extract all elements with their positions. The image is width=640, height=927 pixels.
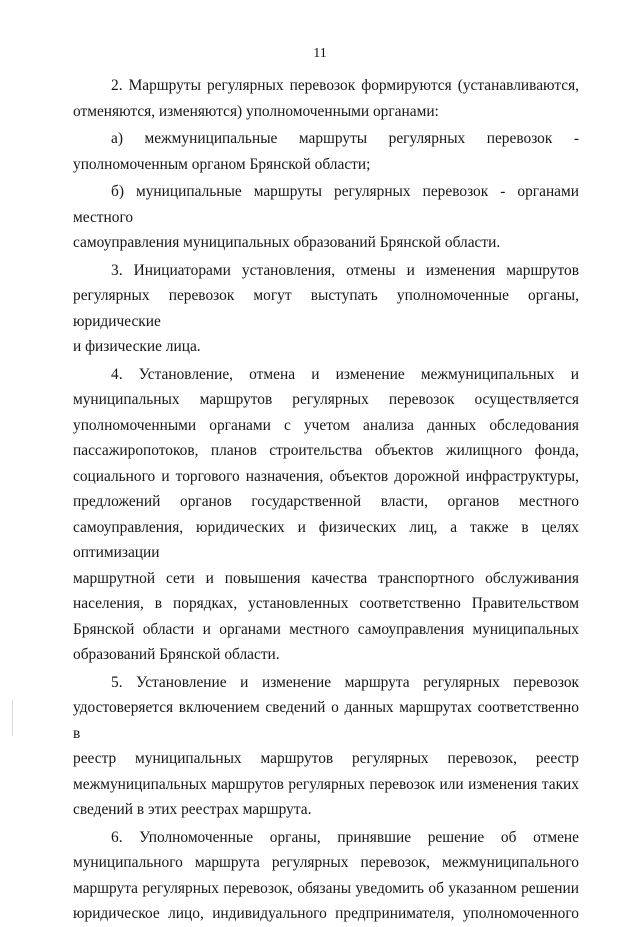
paragraph-5-line-5: сведений в этих реестрах маршрута. — [73, 801, 312, 818]
paragraph-5-line-2: удостоверяется включением сведений о данных маршрутах соответственно в — [73, 699, 579, 742]
paragraph-6-line-2: муниципального маршрута регулярных перевозок, межмуниципального — [73, 854, 579, 871]
paragraph-4-line-6: предложений органов государственной власти, органов местного — [73, 493, 579, 510]
paragraph-6-line-3: маршрута регулярных перевозок, обязаны уведомить об указанном решении — [73, 879, 579, 897]
subparagraph-b-line-1: б) муниципальные маршруты регулярных перевозок - органами местного — [73, 183, 579, 226]
paragraph-4-line-1: 4. Установление, отмена и изменение межмуниципальных и — [111, 365, 579, 383]
paragraph-4-line-11: образований Брянской области. — [73, 646, 280, 663]
paragraph-5-line-1: 5. Установление и изменение маршрута регулярных перевозок — [111, 673, 579, 691]
paragraph-3-line-1: 3. Инициаторами установления, отмены и изменения маршрутов — [111, 261, 579, 279]
paragraph-4-line-8: маршрутной сети и повышения качества транспортного обслуживания — [73, 569, 579, 587]
paragraph-4-line-3: уполномоченными органами с учетом анализа данных обследования — [73, 416, 579, 434]
scan-artifact-line — [12, 700, 13, 736]
paragraph-4-line-7: самоуправления, юридических и физических лиц, а также в целях оптимизации — [73, 518, 579, 561]
paragraph-3-line-3: и физические лица. — [73, 338, 201, 355]
paragraph-4-line-5: социального и торгового назначения, объектов дорожной инфраструктуры, — [73, 467, 579, 485]
paragraph-2-line-1: 2. Маршруты регулярных перевозок формируются (устанавливаются, — [111, 77, 579, 94]
paragraph-3-line-2: регулярных перевозок могут выступать уполномоченные органы, юридические — [73, 287, 579, 330]
paragraph-4-line-2: муниципальных маршрутов регулярных перевозок осуществляется — [73, 391, 579, 408]
paragraph-4-line-9: населения, в порядках, установленных соответственно Правительством — [73, 595, 579, 612]
paragraph-6-line-4: юридическое лицо, индивидуального предпринимателя, уполномоченного — [73, 905, 579, 922]
paragraph-5-line-4: межмуниципальных маршрутов регулярных перевозок или изменения таких — [73, 775, 579, 793]
subparagraph-b-line-2: самоуправления муниципальных образований Брянской области. — [73, 234, 501, 251]
subparagraph-a-line-1: а) межмуниципальные маршруты регулярных перевозок - — [111, 130, 579, 147]
paragraph-4-line-4: пассажиропотоков, планов строительства объектов жилищного фонда, — [73, 442, 579, 459]
document-body — [73, 73, 579, 927]
paragraph-5-line-3: реестр муниципальных маршрутов регулярных перевозок, реестр — [73, 750, 579, 767]
paragraph-2-line-2: отменяются, изменяются) уполномоченными органами: — [73, 102, 439, 120]
paragraph-4-line-10: Брянской области и органами местного самоуправления муниципальных — [73, 620, 579, 638]
paragraph-6-line-1: 6. Уполномоченные органы, принявшие решение об отмене — [111, 828, 579, 846]
page-number: 11 — [313, 46, 327, 61]
subparagraph-a-line-2: уполномоченным органом Брянской области; — [73, 155, 371, 173]
